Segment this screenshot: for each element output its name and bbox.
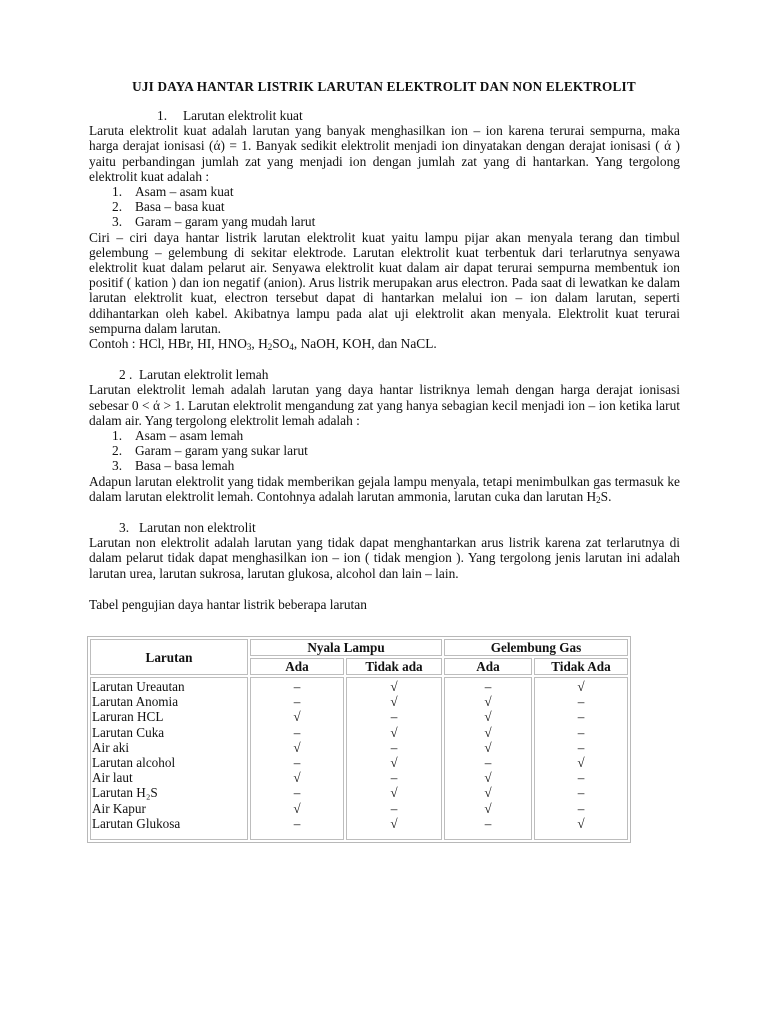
table-cell: √ <box>577 679 585 694</box>
list-item: 1. Asam – asam kuat <box>112 184 234 200</box>
table-cell: √ <box>293 770 301 786</box>
section-3-paragraph: Larutan non elektrolit adalah larutan yang tidak dapat menghantarkan arus listrik karena zat terlarutnya di dalam pelarut tidak dapat menghasilkan ion – ion ( tidak mengion ). Yang tergolong jenis larutan ini adalah larutan urea, larutan sukrosa, larutan glukosa, alcohol dan lain – lain. <box>89 535 680 581</box>
table-row-name: Larutan Ureautan <box>92 679 185 694</box>
table-caption: Tabel pengujian daya hantar listrik beberapa larutan <box>89 596 367 612</box>
table-row-name: Laruran HCL <box>92 709 164 725</box>
list-item: 1. Asam – asam lemah <box>112 428 244 444</box>
table-cell: √ <box>390 679 398 694</box>
table-row-name: Larutan Glukosa <box>92 815 181 831</box>
table-cell: – <box>293 785 301 801</box>
table-cell: – <box>293 694 301 710</box>
table-cell: √ <box>484 724 492 740</box>
table-cell: – <box>293 724 301 740</box>
table-row-name: Air laut <box>92 770 133 786</box>
table-cell: √ <box>577 754 585 770</box>
header-gas-ada: Ada <box>444 658 532 675</box>
header-larutan: Larutan <box>90 639 248 675</box>
strong-electrolyte-list <box>89 184 680 230</box>
table-row-name: Larutan H₂S <box>92 785 158 801</box>
table-cell: – <box>293 679 301 694</box>
table-cell: – <box>390 709 398 725</box>
table-row-name: Air Kapur <box>92 800 146 816</box>
table-cell: √ <box>484 694 492 710</box>
table-cell: √ <box>293 709 301 725</box>
section-2-paragraph: Larutan elektrolit lemah adalah larutan yang daya hantar listriknya lemah dengan harga derajat ionisasi sebesar 0 < ά > 1. Larutan elektrolit mengandung zat yang hanya sebagian kecil menjadi ion – ion ketika larut dalam air. Yang tergolong elektrolit lemah adalah : <box>89 382 680 428</box>
header-nyala-ada: Ada <box>250 658 344 675</box>
table-cell: – <box>577 785 585 801</box>
section-1-paragraph: Laruta elektrolit kuat adalah larutan yang banyak menghasilkan ion – ion karena terurai sempurna, maka harga derajat ionisasi (ά) = 1. Banyak sedikit elektrolit menjadi ion dinyatakan dengan derajat ionisasi ( ά ) yaitu perbandingan jumlah zat yang menjadi ion dengan jumlah zat yang di hantarkan. Yang tergolong elektrolit kuat adalah : <box>89 123 680 184</box>
section-3-heading: 3. Larutan non elektrolit <box>119 520 256 536</box>
table-cell: – <box>577 770 585 786</box>
table-cell: – <box>577 724 585 740</box>
table-cell: – <box>293 754 301 770</box>
table-cell: – <box>577 694 585 710</box>
table-cell: – <box>577 800 585 816</box>
table-cell: √ <box>390 694 398 710</box>
section-2-heading: 2 . Larutan elektrolit lemah <box>119 367 269 383</box>
table-cell: √ <box>484 770 492 786</box>
table-cell: √ <box>293 739 301 755</box>
list-item: 3. Garam – garam yang mudah larut <box>112 214 316 230</box>
column-larutan <box>90 677 248 840</box>
weak-electrolyte-list <box>89 428 680 474</box>
table-cell: √ <box>293 800 301 816</box>
list-item: 2. Garam – garam yang sukar larut <box>112 443 308 459</box>
table-cell: √ <box>390 785 398 801</box>
document-title: UJI DAYA HANTAR LISTRIK LARUTAN ELEKTROLIT DAN NON ELEKTROLIT <box>132 79 636 94</box>
table-cell: – <box>484 754 492 770</box>
table-cell: – <box>484 815 492 831</box>
table-cell: √ <box>390 724 398 740</box>
column-nyala-ada <box>250 677 344 840</box>
header-gas-tidak-ada: Tidak Ada <box>534 658 628 675</box>
column-nyala-tidak-ada <box>346 677 442 840</box>
conductivity-table <box>87 636 631 843</box>
document-body <box>89 108 680 612</box>
table-cell: – <box>577 709 585 725</box>
table-cell: √ <box>484 800 492 816</box>
table-cell: √ <box>484 739 492 755</box>
list-item: 3. Basa – basa lemah <box>112 458 235 474</box>
table-cell: √ <box>390 754 398 770</box>
section-1-examples: Contoh : HCl, HBr, HI, $HNO_3$, $H_2SO_4$, NaOH, KOH, dan NaCL. <box>89 336 437 353</box>
table-row-name: Air aki <box>92 739 129 755</box>
table-cell: – <box>577 739 585 755</box>
table-row-name: Larutan Anomia <box>92 694 179 710</box>
header-gelembung-gas: Gelembung Gas <box>444 639 628 656</box>
table-cell: √ <box>484 709 492 725</box>
header-nyala-tidak-ada: Tidak ada <box>346 658 442 675</box>
column-gas-tidak-ada <box>534 677 628 840</box>
table-cell: – <box>390 770 398 786</box>
section-1-characteristics: Ciri – ciri daya hantar listrik larutan elektrolit kuat yaitu lampu pijar akan menyala terang dan timbul gelembung – gelembung di sekitar elektrode. Larutan elektrolit kuat terbentuk dari terlarutnya senyawa elektrolit kuat dalam pelarut air. Senyawa elektrolit kuat dalam air dapat terurai sempurna membentuk ion positif ( kation ) dan ion negatif (anion). Arus listrik merupakan arus electron. Pada saat di lewatkan ke dalam larutan elektrolit kuat, electron tersebut dapat di hantarkan melalui ion – ion dalam larutan, seperti ddihantarkan oleh kabel. Akibatnya lampu pada alat uji elektrolit akan menyala. Elektrolit kuat terurai sempurna dalam larutan. <box>89 229 680 336</box>
table-row-name: Larutan Cuka <box>92 724 165 740</box>
table-cell: √ <box>390 815 398 831</box>
table-row-name: Larutan alcohol <box>92 754 176 770</box>
table-cell: – <box>484 679 492 694</box>
table-cell: √ <box>577 815 585 831</box>
table-cell: √ <box>484 785 492 801</box>
section-2-note: Adapun larutan elektrolit yang tidak memberikan gejala lampu menyala, tetapi menimbulkan gas termasuk ke dalam larutan elektrolit lemah. Contohnya adalah larutan ammonia, larutan cuka dan larutan $H_2S$. <box>89 473 680 505</box>
header-nyala-lampu: Nyala Lampu <box>250 639 442 656</box>
column-gas-ada <box>444 677 532 840</box>
table-cell: – <box>293 815 301 831</box>
section-1-heading: 1. Larutan elektrolit kuat <box>157 108 303 123</box>
table-cell: – <box>390 800 398 816</box>
list-item: 2. Basa – basa kuat <box>112 199 225 215</box>
table-cell: – <box>390 739 398 755</box>
